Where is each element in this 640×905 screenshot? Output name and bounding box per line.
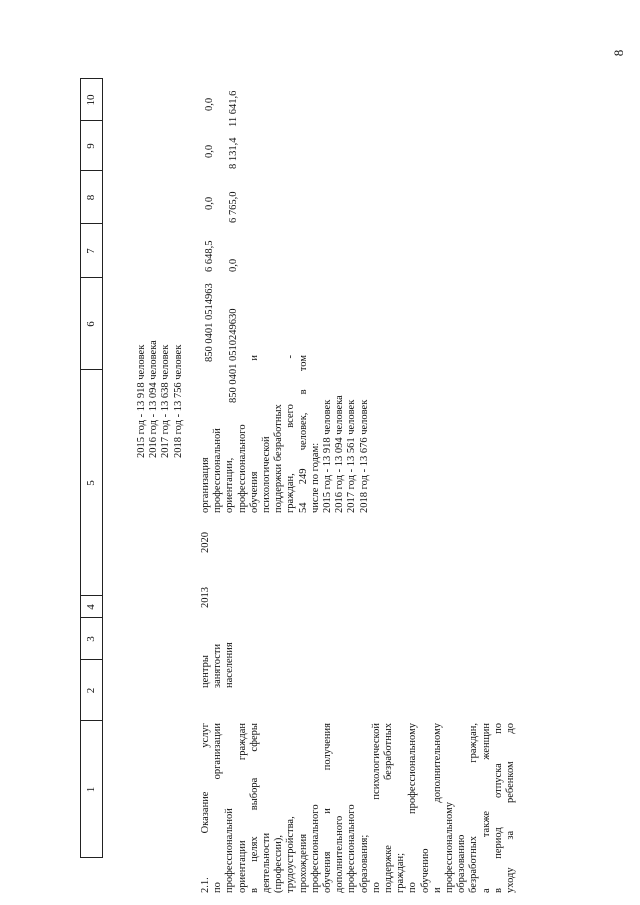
desc-line: по психологической — [370, 723, 382, 893]
result-line: психологической — [261, 436, 273, 513]
desc-line: профессионального — [309, 804, 321, 893]
desc-line: безработных граждан, — [468, 723, 480, 893]
result-line: 2017 год - 13 561 человек — [346, 399, 358, 513]
result-line: ориентации, — [224, 457, 236, 513]
desc-line: и дополнительному — [431, 723, 443, 893]
header-col-4: 4 — [85, 604, 97, 610]
desc-line: (профессии), — [273, 834, 285, 893]
result-line: поддержки безработных — [273, 404, 285, 513]
year-line: 2016 год - 13 094 человека — [148, 340, 160, 458]
year-line: 2018 год - 13 756 человек — [172, 344, 184, 458]
desc-line: прохождения — [297, 833, 309, 893]
desc-line: а также женщин — [480, 723, 492, 893]
desc-line: в период отпуска по — [492, 723, 504, 893]
measure-description — [200, 723, 517, 893]
desc-line: образованию — [456, 834, 468, 893]
executor-line: занятости — [212, 643, 224, 688]
header-col-10: 10 — [85, 94, 97, 106]
result-line: профессиональной — [212, 428, 224, 513]
expected-result — [200, 355, 371, 513]
value-col7: 0,0 — [228, 258, 239, 272]
desc-line: граждан; — [395, 852, 407, 893]
header-col-8: 8 — [85, 194, 97, 201]
result-line: 2015 год - 13 918 человек — [322, 399, 334, 513]
desc-line: трудоустройства, — [285, 816, 297, 893]
executor-line: населения — [224, 642, 236, 688]
top-row-col10: 0,0 — [204, 97, 215, 111]
desc-line: обучения и получения — [322, 723, 334, 893]
result-line: организация — [200, 457, 211, 513]
header-col-2: 2 — [85, 687, 97, 694]
kbk-code: 850 0401 0510249630 — [228, 308, 239, 403]
result-line: обучения и — [248, 355, 260, 513]
top-row-kbk: 850 0401 0514963 — [204, 283, 215, 362]
start-year: 2013 — [200, 587, 211, 608]
result-line: 2018 год - 13 676 человек — [358, 399, 370, 513]
desc-line: по профессиональному — [407, 723, 419, 893]
header-col-6: 6 — [85, 321, 97, 327]
header-col-1: 1 — [85, 786, 97, 793]
value-col10: 11 641,6 — [228, 90, 239, 127]
rotated-table — [80, 78, 620, 893]
value-col8: 6 765,0 — [228, 191, 239, 223]
year-line: 2015 год - 13 918 человек — [136, 344, 147, 458]
header-col-9: 9 — [85, 143, 97, 149]
header-col-7: 7 — [85, 248, 97, 254]
year-line: 2017 год - 13 638 человек — [160, 344, 172, 458]
header-col-5: 5 — [85, 480, 97, 486]
executor — [200, 622, 237, 688]
desc-line: профессиональному — [444, 802, 456, 893]
value-col9: 8 131,4 — [228, 137, 239, 169]
result-line: профессионального — [236, 424, 248, 513]
top-row-col9: 0,0 — [204, 144, 215, 158]
desc-line: 2.1. Оказание услуг — [200, 723, 211, 893]
top-row-col8: 0,0 — [204, 196, 215, 210]
desc-line: уходу за ребенком до — [505, 723, 517, 893]
top-row-years — [136, 308, 185, 458]
desc-line: обучению — [419, 848, 431, 893]
end-year: 2020 — [200, 532, 211, 553]
desc-line: поддержке безработных — [383, 723, 395, 893]
desc-line: в целях выбора сферы — [248, 723, 260, 893]
desc-line: деятельности — [261, 832, 273, 893]
result-line: 54 249 человек, в том — [297, 355, 309, 513]
desc-line: ориентации граждан — [236, 723, 248, 893]
header-col-3: 3 — [85, 636, 97, 642]
executor-line: центры — [200, 655, 211, 688]
page-number: 8 — [611, 49, 626, 57]
desc-line: по организации — [212, 723, 224, 893]
desc-line: образования; — [358, 834, 370, 893]
header-bottom-border — [102, 78, 103, 858]
result-line: числе по годам: — [309, 442, 321, 513]
top-row-col7: 6 648,5 — [204, 240, 215, 272]
result-line: граждан, всего - — [285, 355, 297, 513]
result-line: 2016 год - 13 094 человека — [334, 395, 346, 513]
desc-line: профессиональной — [224, 808, 236, 893]
desc-line: профессионального — [346, 804, 358, 893]
desc-line: дополнительного — [334, 815, 346, 893]
